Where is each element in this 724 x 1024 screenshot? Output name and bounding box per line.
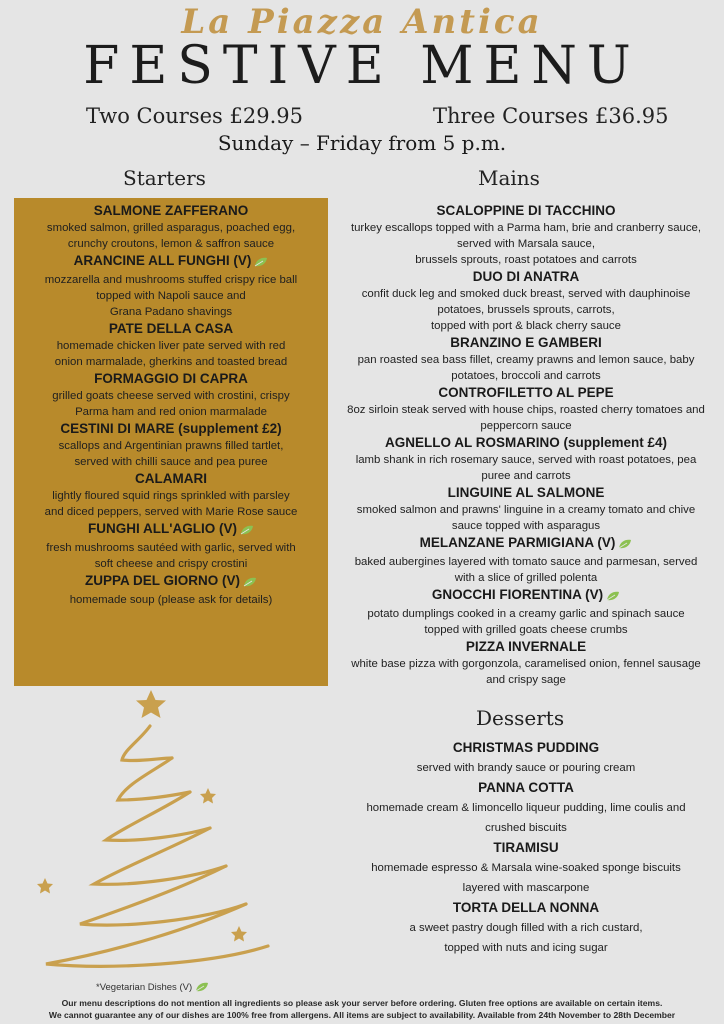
dish-description: pan roasted sea bass fillet, creamy prawns and lemon sauce, baby xyxy=(357,354,695,366)
dish-name: AGNELLO AL ROSMARINO (supplement £4) xyxy=(384,435,668,450)
starters-panel xyxy=(14,198,328,686)
dish-name: SALMONE ZAFFERANO xyxy=(93,203,249,218)
dish-description: potatoes, brussels sprouts, carrots, xyxy=(437,304,615,316)
dish-name: LINGUINE AL SALMONE xyxy=(447,485,605,500)
mains-item xyxy=(334,586,718,638)
dish-name: FORMAGGIO DI CAPRA xyxy=(94,371,248,386)
dish-name: CONTROFILETTO AL PEPE xyxy=(438,385,614,400)
dish-name: DUO DI ANATRA xyxy=(472,269,580,284)
desserts-item xyxy=(334,838,718,898)
desserts-list xyxy=(334,738,718,958)
star-icon xyxy=(37,878,53,894)
dish-description: smoked salmon and prawns' linguine in a creamy tomato and chive xyxy=(356,504,696,516)
dish-description: onion marmalade, gherkins and toasted bread xyxy=(54,356,288,368)
starters-item xyxy=(14,520,328,572)
dish-description: puree and carrots xyxy=(481,470,571,482)
dish-name: MELANZANE PARMIGIANA (V) xyxy=(334,534,718,554)
desserts-heading: Desserts xyxy=(476,706,565,730)
starters-item xyxy=(14,370,328,420)
dish-name: TIRAMISU xyxy=(493,840,559,855)
dish-name: PATE DELLA CASA xyxy=(108,321,234,336)
leaf-icon xyxy=(195,982,209,995)
dish-description: potato dumplings cooked in a creamy garlic and spinach sauce xyxy=(367,608,685,620)
mains-item xyxy=(334,484,718,534)
footer-disclaimer-1: Our menu descriptions do not mention all ingredients so please ask your server before ordering. Gluten free options are available on certain items. xyxy=(61,998,663,1008)
starters-item xyxy=(14,320,328,370)
price-three-courses: Three Courses £36.95 xyxy=(433,104,669,128)
dish-description: turkey escallops topped with a Parma ham, brie and cranberry sauce, xyxy=(350,222,702,234)
star-icon xyxy=(200,788,216,804)
dish-description: crushed biscuits xyxy=(485,822,567,834)
dish-description: 8oz sirloin steak served with house chips, roasted cherry tomatoes and xyxy=(347,404,705,416)
leaf-icon xyxy=(240,522,254,540)
restaurant-name: La Piazza Antica xyxy=(181,2,543,42)
availability-days: Sunday – Friday from 5 p.m. xyxy=(217,131,507,155)
dish-name: CESTINI DI MARE (supplement £2) xyxy=(60,421,282,436)
leaf-icon xyxy=(254,254,268,272)
dish-description: and diced peppers, served with Marie Rose sauce xyxy=(44,506,298,518)
desserts-item xyxy=(334,738,718,778)
dish-name: PIZZA INVERNALE xyxy=(465,639,587,654)
dish-name: GNOCCHI FIORENTINA (V) xyxy=(334,586,718,606)
dish-description: topped with nuts and icing sugar xyxy=(444,942,608,954)
menu-title: FESTIVE MENU xyxy=(83,36,641,96)
dish-description: and crispy sage xyxy=(486,674,566,686)
dish-name: TORTA DELLA NONNA xyxy=(452,900,600,915)
mains-item xyxy=(334,534,718,586)
dish-description: white base pizza with gorgonzola, caramelised onion, fennel sausage xyxy=(351,658,701,670)
dish-description: homemade soup (please ask for details) xyxy=(69,594,273,606)
dish-name: PANNA COTTA xyxy=(478,780,574,795)
dish-description: sauce topped with asparagus xyxy=(451,520,601,532)
dish-description: homemade chicken liver pate served with red xyxy=(56,340,286,352)
dish-name: SCALOPPINE DI TACCHINO xyxy=(436,203,616,218)
starters-item xyxy=(14,252,328,320)
leaf-icon xyxy=(606,588,620,606)
dish-description: served with brandy sauce or pouring cream xyxy=(416,762,636,774)
dish-description: homemade cream & limoncello liqueur pudding, lime coulis and xyxy=(366,802,686,814)
mains-item xyxy=(334,384,718,434)
dish-description: lamb shank in rich rosemary sauce, served with roast potatoes, pea xyxy=(355,454,697,466)
dish-description: a sweet pastry dough filled with a rich custard, xyxy=(409,922,643,934)
dish-description: grilled goats cheese served with crostini, crispy xyxy=(52,390,290,402)
dish-description: topped with Napoli sauce and xyxy=(96,290,246,302)
dish-description: layered with mascarpone xyxy=(462,882,590,894)
dish-description: served with chilli sauce and pea puree xyxy=(74,456,268,468)
dish-description: soft cheese and crispy crostini xyxy=(94,558,248,570)
mains-list xyxy=(334,202,718,688)
footer-disclaimer-2: We cannot guarantee any of our dishes are 100% free from allergens. All items are subject to availability. Available from 24th November to 28th December xyxy=(48,1010,676,1020)
dish-name: CALAMARI xyxy=(135,471,207,486)
mains-item xyxy=(334,268,718,334)
dish-description: lightly floured squid rings sprinkled with parsley xyxy=(52,490,290,502)
dish-name: CHRISTMAS PUDDING xyxy=(452,740,600,755)
starters-item xyxy=(14,470,328,520)
dish-description: topped with port & black cherry sauce xyxy=(431,320,621,332)
vegetarian-note: *Vegetarian Dishes (V) xyxy=(96,982,209,995)
dish-description: served with Marsala sauce, xyxy=(456,238,595,250)
dish-description: brussels sprouts, roast potatoes and carrots xyxy=(415,254,637,266)
dish-description: confit duck leg and smoked duck breast, served with dauphinoise xyxy=(361,288,691,300)
dish-description: fresh mushrooms sautéed with garlic, served with xyxy=(46,542,296,554)
desserts-item xyxy=(334,898,718,958)
dish-description: potatoes, broccoli and carrots xyxy=(451,370,601,382)
price-two-courses: Two Courses £29.95 xyxy=(86,104,303,128)
mains-item xyxy=(334,202,718,268)
dish-description: scallops and Argentinian prawns filled tartlet, xyxy=(58,440,284,452)
starters-heading: Starters xyxy=(123,166,206,190)
dish-name: ARANCINE ALL FUNGHI (V) xyxy=(14,252,328,272)
leaf-icon xyxy=(243,574,257,592)
leaf-icon xyxy=(618,536,632,554)
dish-description: topped with grilled goats cheese crumbs xyxy=(424,624,628,636)
dish-description: peppercorn sauce xyxy=(480,420,572,432)
dish-description: homemade espresso & Marsala wine-soaked sponge biscuits xyxy=(371,862,681,874)
dish-name: BRANZINO E GAMBERI xyxy=(450,335,602,350)
dish-description: smoked salmon, grilled asparagus, poached egg, xyxy=(46,222,296,234)
dish-description: baked aubergines layered with tomato sauce and parmesan, served xyxy=(354,556,698,568)
dish-description: crunchy croutons, lemon & saffron sauce xyxy=(67,238,275,250)
dish-description: Parma ham and red onion marmalade xyxy=(75,406,267,418)
dish-description: mozzarella and mushrooms stuffed crispy rice ball xyxy=(44,274,298,286)
starters-list xyxy=(14,202,328,608)
desserts-item xyxy=(334,778,718,838)
starters-item xyxy=(14,420,328,470)
star-icon xyxy=(231,926,247,942)
mains-item xyxy=(334,638,718,688)
mains-item xyxy=(334,434,718,484)
mains-item xyxy=(334,334,718,384)
starters-item xyxy=(14,202,328,252)
dish-name: ZUPPA DEL GIORNO (V) xyxy=(14,572,328,592)
christmas-tree-icon xyxy=(22,688,292,988)
dish-description: with a slice of grilled polenta xyxy=(454,572,598,584)
starters-item xyxy=(14,572,328,608)
dish-name: FUNGHI ALL'AGLIO (V) xyxy=(14,520,328,540)
star-icon xyxy=(136,690,166,718)
mains-heading: Mains xyxy=(478,166,540,190)
dish-description: Grana Padano shavings xyxy=(109,306,233,318)
